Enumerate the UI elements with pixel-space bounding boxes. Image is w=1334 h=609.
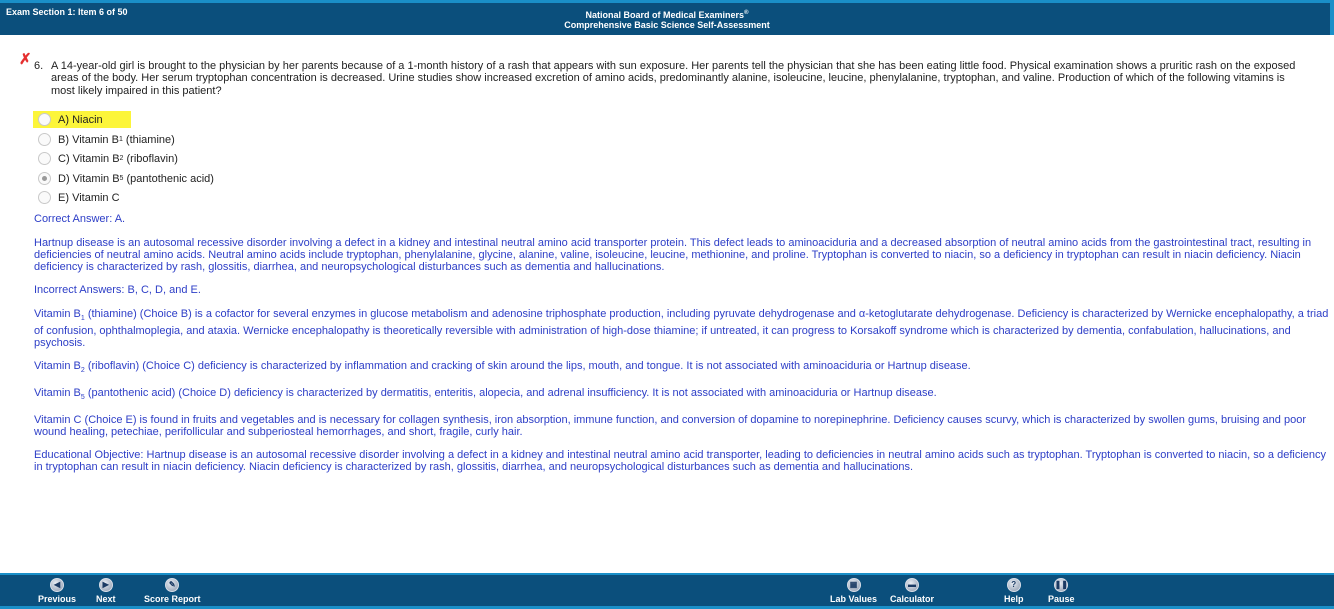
next-label: Next (96, 594, 116, 604)
item-counter: Exam Section 1: Item 6 of 50 (6, 7, 128, 17)
choice-a-letter: A) (58, 113, 69, 126)
footer-bar (0, 573, 1334, 609)
question-number: 6. (34, 60, 44, 72)
b5-pre: Vitamin B (34, 387, 81, 399)
lab-values-label: Lab Values (830, 594, 878, 604)
explanation-b5 (34, 387, 1330, 404)
choice-c-sub: 2 (119, 155, 124, 162)
exam-title (0, 8, 1334, 30)
b5-text: (pantothenic acid) (Choice D) deficiency is characterized by dermatitis, enteritis, alopecia, and adrenal insufficiency. It is not associated with aminoaciduria or Hartnup disease. (84, 387, 937, 399)
correct-explanation: Hartnup disease is an autosomal recessive disorder involving a defect in a kidney and intestinal neutral amino acid transporter protein. This defect leads to aminoaciduria and a decreased absorption of neutral amino acids from the gastrointestinal tract, resulting in deficiencies of neutral amino acids. Neutral amino acids include tryptophan, phenylalanine, glycine, alanine, valine, isoleucine, leucine, methionine, and proline. Tryptophan is converted to niacin, so a deficiency in tryptophan can result in niacin deficiency. Niacin deficiency is characterized by rash, glossitis, diarrhea, and neuropsychological disturbances such as dementia and hallucinations. (34, 237, 1312, 273)
grid-icon: ▦ (847, 578, 861, 592)
score-report-button[interactable] (144, 578, 201, 604)
b1-pre: Vitamin B (34, 308, 81, 320)
educational-objective: Educational Objective: Hartnup disease is an autosomal recessive disorder involving a defect in a kidney and intestinal neutral amino acid transporter, leading to deficiencies in neutral amino acids such as tryptophan. Tryptophan is converted to niacin, so a deficiency in tryptophan can result in niacin deficiency. Niacin deficiency is characterized by rash, glossitis, diarrhea, and neuropsychological disturbances such as dementia and hallucinations. (34, 449, 1327, 473)
calculator-icon: ▬ (905, 578, 919, 592)
explanation-b1 (34, 308, 1330, 349)
pause-label: Pause (1048, 594, 1075, 604)
pause-icon: ❚❚ (1054, 578, 1068, 592)
radio-d[interactable] (38, 172, 51, 185)
choice-c-letter: C) (58, 152, 70, 165)
exam-name: Comprehensive Basic Science Self-Assessment (564, 20, 770, 30)
radio-e[interactable] (38, 191, 51, 204)
b2-text: (riboflavin) (Choice C) deficiency is characterized by inflammation and cracking of skin around the lips, mouth, and tongue. It is not associated with aminoaciduria or Hartnup disease. (84, 360, 971, 372)
question-stem: A 14-year-old girl is brought to the physician by her parents because of a 1-month history of a rash that appears with sun exposure. Her parents tell the physician that she has been eating little food. Physical examination shows a pruritic rash on the exposed areas of the body. Her serum tryptophan concentration is decreased. Urine studies show increased excretion of amino acids, predominantly alanine, isoleucine, leucine, phenylalanine, tryptophan, and valine. Production of which of the following vitamins is most likely impaired in this patient? (51, 60, 1296, 97)
b1-sub: 1 (80, 315, 85, 323)
lab-values-button[interactable] (830, 578, 877, 604)
calculator-label: Calculator (890, 594, 935, 604)
choice-a[interactable] (33, 111, 131, 128)
explanation-vitc: Vitamin C (Choice E) is found in fruits and vegetables and is necessary for collagen synthesis, iron absorption, immune function, and conversion of dopamine to norepinephrine. Deficiency causes scurvy, which is characterized by swollen gums, bruising and poor wound healing, petechiae, perifollicular and subperiosteal hemorrhages, and short, fragile, curly hair. (34, 414, 1306, 438)
next-button[interactable] (96, 578, 116, 604)
header-edge (1330, 3, 1334, 35)
choice-d-label: Vitamin B (72, 172, 120, 185)
choice-c[interactable] (33, 150, 263, 167)
correct-answer: Correct Answer: A. (34, 213, 126, 225)
choice-b-label: Vitamin B (72, 133, 119, 146)
choice-e[interactable] (33, 189, 263, 206)
choice-b[interactable] (33, 131, 263, 148)
registered-mark: ® (744, 10, 749, 16)
help-label: Help (1004, 594, 1024, 604)
b5-sub: 5 (80, 394, 85, 402)
score-report-label: Score Report (144, 594, 201, 604)
choice-b-letter: B) (58, 133, 69, 146)
choice-d[interactable] (33, 170, 263, 187)
board-name: National Board of Medical Examiners (585, 10, 745, 20)
previous-button[interactable] (38, 578, 76, 604)
mark-icon[interactable]: ✗ (19, 51, 32, 68)
calculator-button[interactable] (890, 578, 934, 604)
radio-a[interactable] (38, 113, 51, 126)
radio-c[interactable] (38, 152, 51, 165)
choice-e-label: Vitamin C (72, 191, 120, 204)
pause-button[interactable] (1048, 578, 1075, 604)
b2-pre: Vitamin B (34, 360, 81, 372)
left-arrow-icon: ◀ (50, 578, 64, 592)
choice-d-sub: 5 (119, 175, 124, 182)
incorrect-answers: Incorrect Answers: B, C, D, and E. (34, 284, 201, 296)
pencil-icon: ✎ (165, 578, 179, 592)
question-icon: ? (1007, 578, 1021, 592)
choice-a-label: Niacin (72, 113, 103, 126)
choice-c-label: Vitamin B (72, 152, 120, 165)
help-button[interactable] (1004, 578, 1024, 604)
choice-b-rest: (thiamine) (125, 133, 175, 146)
b2-sub: 2 (80, 367, 85, 375)
previous-label: Previous (38, 594, 77, 604)
choice-d-rest: (pantothenic acid) (126, 172, 214, 185)
radio-b[interactable] (38, 133, 51, 146)
right-arrow-icon: ▶ (99, 578, 113, 592)
header-bar (0, 0, 1334, 35)
choice-e-letter: E) (58, 191, 69, 204)
question-panel (0, 35, 1334, 573)
b1-text: (thiamine) (Choice B) is a cofactor for several enzymes in glucose metabolism and adenosine triphosphate production, including pyruvate dehydrogenase and α-ketoglutarate dehydrogenase. Deficiency is characterized by Wernicke encephalopathy, a triad of confusion, ophthalmoplegia, and ataxia. Wernicke encephalopathy is theoretically reversible with administration of high-dose thiamine; if untreated, it can progress to Korsakoff syndrome which is characterized by dementia, confabulation, hallucinations, and psychosis. (34, 308, 1329, 350)
choice-d-letter: D) (58, 172, 70, 185)
choice-c-rest: (riboflavin) (126, 152, 178, 165)
explanation-b2 (34, 360, 1330, 377)
choice-b-sub: 1 (118, 136, 123, 143)
